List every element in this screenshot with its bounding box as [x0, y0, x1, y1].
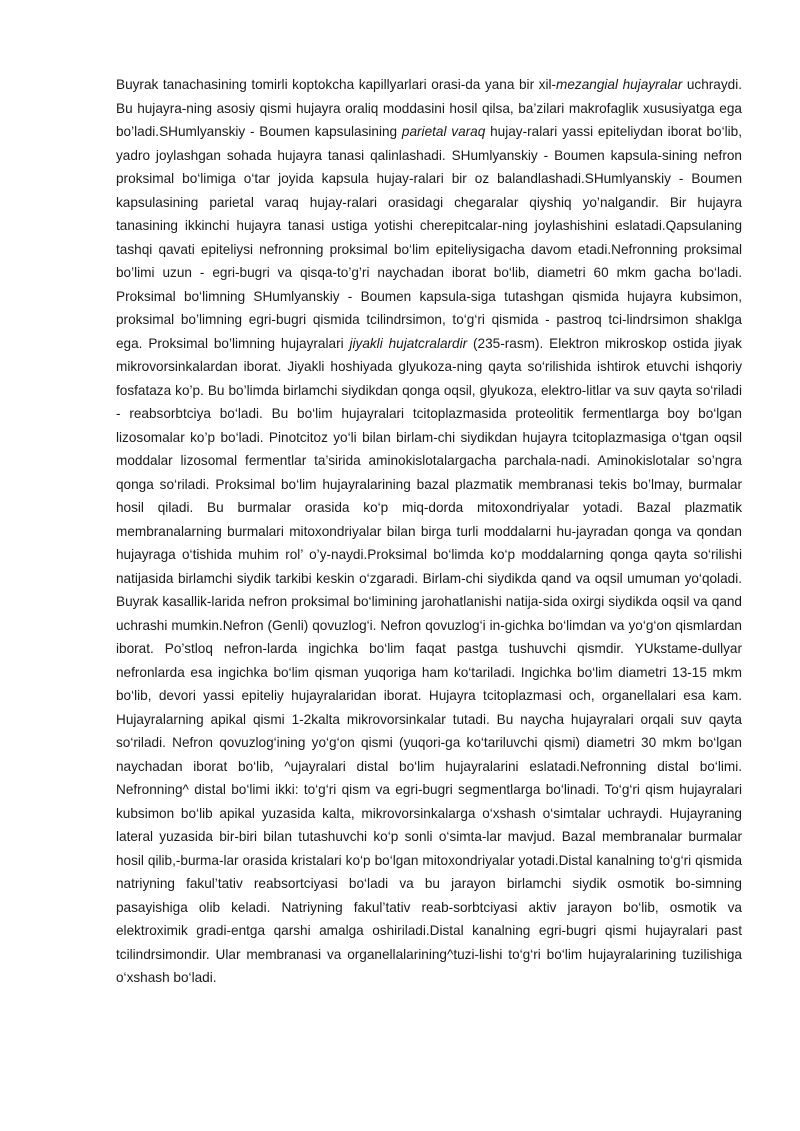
body-paragraph [116, 73, 742, 990]
text-run: (235-rasm). Elektron mikroskop ostida jiyak mikrovorsinkalardan iborat. Jiyakli hoshiyada glyukoza-ning qayta so‘rilishida ishtirok etuvchi ishqoriy fosfataza ko’p. Bu bo’limda birlamchi siydikdan qonga oqsil, glyukoza, elektro-litlar va suv qayta so‘riladi - reabsorbtciya bo‘ladi. Bu bo‘lim hujayralari tcitoplazmasida proteolitik fermentlarga boy bo‘lgan lizosomalar ko’p bo‘ladi. Pinotcitoz yo‘li bilan birlam-chi siydikdan hujayra tcitoplazmasiga o‘tgan oqsil moddalar lizosomal fermentlar ta’sirida aminokislotalargacha parchala-nadi. Aminokislotalar so’ngra qonga so‘riladi. Proksimal bo‘lim hujayralarining bazal plazmatik membranasi tekis bo’lmay, burmalar hosil qiladi. Bu burmalar orasida ko‘p miq-dorda mitoxondriyalar yotadi. Bazal plazmatik membranalarning burmalari mitoxondriyalar bilan birga turli moddalarni hu-jayradan qonga va qondan hujayraga o‘tishida muhim rol’ o’y-naydi.Proksimal bo‘limda ko‘p moddalarning qonga qayta so‘rilishi natijasida birlamchi siydik tarkibi keskin o‘zgaradi. Birlam-chi siydikda qand va oqsil umuman yo‘qoladi. Buyrak kasallik-larida nefron proksimal bo‘limining jarohatlanishi natija-sida oxirgi siydikda oqsil va qand uchrashi mumkin.Nefron (Genli) qovuzlog‘i. Nefron qovuzlog‘i in-gichka bo‘limdan va yo‘g‘on qismlardan iborat. Po’stloq nefron-larda ingichka bo‘lim faqat pastga tushuvchi qismdir. YUkstame-dullyar nefronlarda esa ingichka bo‘lim qisman yuqoriga ham ko‘tariladi. Ingichka bo‘lim diametri 13-15 mkm bo‘lib, devori yassi epiteliy hujayralaridan iborat. Hujayra tcitoplazmasi och, organellalari esa kam. Hujayralarning apikal qismi 1-2kalta mikrovorsinkalar tutadi. Bu naycha hujayralari orqali suv qayta so‘riladi. Nefron qovuzlog‘ining yo‘g‘on qismi (yuqori-ga ko‘tariluvchi qismi) diametri 30 mkm bo‘lgan naychadan iborat bo‘lib, ^ujayralari distal bo‘lim hujayralarini eslatadi.Nefronning distal bo‘limi. Nefronning^ distal bo‘limi ikki: to‘g‘ri qism va egri-bugri segmentlarga bo‘linadi. To‘g‘ri qism hujayralari kubsimon bo‘lib apikal yuzasida kalta, mikrovorsinkalarga o‘xshash o‘simtalar uchraydi. Hujayraning lateral yuzasida bir-biri bilan tutashuvchi ko‘p sonli o‘simta-lar mavjud. Bazal membranalar burmalar hosil qilib,-burma-lar orasida kristalari ko‘p bo‘lgan mitoxondriyalar yotadi.Distal kanalning to‘g‘ri qismida natriyning fakul’tativ reabsortciyasi bo‘ladi va bu jarayon birlamchi siydik osmotik bo-simning pasayishiga olib keladi. Natriyning fakul’tativ reab-sorbtciyasi aktiv jarayon bo‘lib, osmotik va elektroximik gradi-entga qarshi amalga oshiriladi.Distal kanalning egri-bugri qismi hujayralari past tcilindrsimondir. Ular membranasi va organellalarining^tuzi-lishi to‘g‘ri bo‘lim hujayralarining tuzilishiga o‘xshash bo‘ladi. [116, 335, 742, 985]
text-run: Buyrak tanachasining tomirli koptokcha kapillyarlari orasi-da yana bir xil- [116, 77, 557, 92]
italic-term-jiyakli: jiyakli hujatcralardir [349, 335, 468, 351]
italic-term-mezangial: mezangial hujayralar [556, 77, 683, 92]
document-page [116, 73, 742, 990]
text-run: hujay-ralari yassi epiteliydan iborat bo‘lib, yadro joylashgan sohada hujayra tanasi qalinlashadi. SHumlyanskiy - Boumen kapsula-sining nefron proksimal bo‘limiga o‘tar joyida kapsula hujay-ralari bir oz balandlashadi.SHumlyanskiy - Boumen kapsulasining parietal varaq hujay-ralari orasidagi chegaralar qiyshiq yo’nalgandir. Bir hujayra tanasining ikkinchi hujayra tanasi ustiga yotishi cherepitcalar-ning joylashishini eslatadi.Qapsulaning tashqi qavati epiteliysi nefronning proksimal bo‘lim epiteliysigacha davom etadi.Nefronning proksimal bo’limi uzun - egri-bugri va qisqa-to’g’ri naychadan iborat bo‘lib, diametri 60 mkm gacha bo‘ladi. Proksimal bo‘limning SHumlyanskiy - Boumen kapsula-siga tutashgan qismida hujayra kubsimon, proksimal bo’limning egri-bugri qismida tcilindrsimon, to‘g‘ri qismida - pastroq tci-lindrsimon shaklga ega. Proksimal bo’limning hujayralari [116, 124, 742, 351]
italic-term-parietal: parietal varaq [401, 124, 486, 139]
text-run: uchraydi. Bu hujayra-ning asosiy qismi hujayra oraliq moddasini hosil qilsa, ba’zilari makrofaglik xususiyatga ega bo’ladi.SHumlyanskiy - Boumen kapsulasining [116, 77, 742, 139]
